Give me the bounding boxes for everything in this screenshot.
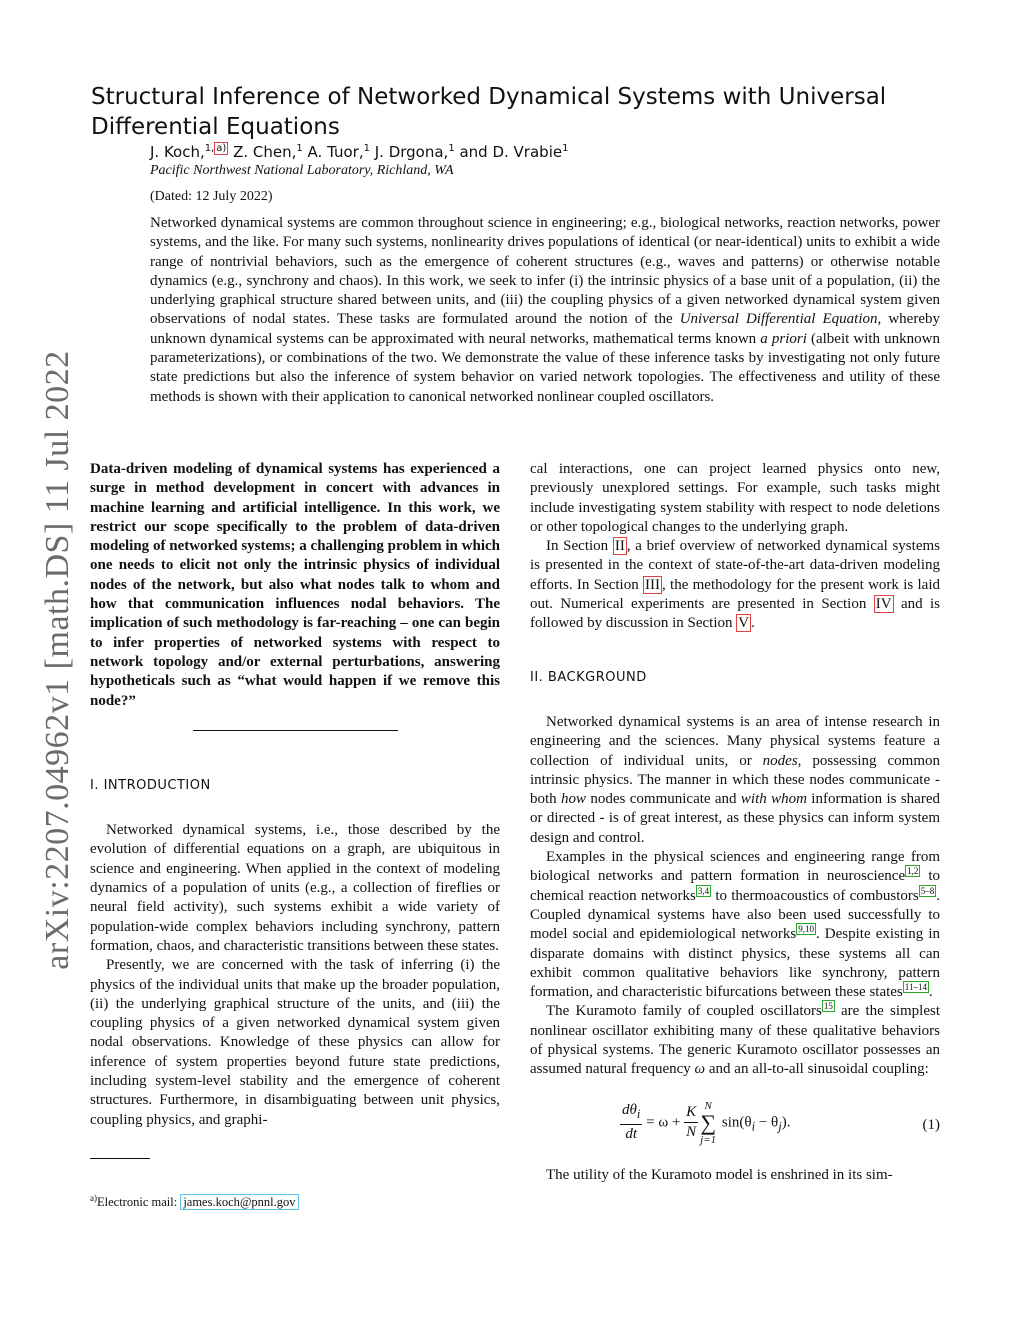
equation-body: $\frac{d\theta_i}{dt}$ = ω + $\frac{K}{N}$ N ∑ j=1 $\sin(\theta_i - \theta_j)$. <box>622 1099 791 1146</box>
section-link-ii[interactable]: II <box>614 538 625 555</box>
body-paragraph: cal interactions, one can project learned physics onto new, previously unexplored settings. For example, such tasks might include investigating system stability with respect to node deletions or other topological changes to the underlying graph. <box>530 461 940 535</box>
footnote: $^{a)}$Electronic mail: james.koch@pnnl.gov <box>90 1189 500 1212</box>
author: J. Koch, <box>150 143 205 161</box>
section-link-iii[interactable]: III <box>644 576 660 593</box>
author-footnote-link[interactable]: a) <box>216 143 227 154</box>
body-paragraph: Networked dynamical systems is an area of intense research in engineering and the sciences. Many physical systems feature a collection of individual units, or nodes, possessing common intrinsic physics. The manner in which these nodes communicate - both how nodes communicate and with whom information is shared or directed - is of great interest, as these physics can inform system design and control. <box>530 713 941 846</box>
email-link[interactable]: james.koch@pnnl.gov <box>180 1194 298 1210</box>
citation-link[interactable]: 1,2 <box>907 866 919 877</box>
author: Z. Chen, <box>228 143 297 161</box>
paper-title: Structural Inference of Networked Dynamical Systems with Universal Differential Equations <box>91 84 887 140</box>
body-paragraph: Examples in the physical sciences and engineering range from biological networks and pattern formation in neuroscience $^{1,2}$ to chemical reaction networks $^{3,4}$ to thermoacoustics of combustors $^{5-8}$ . Coupled dynamical systems have also been used successfully to model social and epidemiological networks $^{9,10}$ . Despite existing in disparate domains with distinct physics, these systems all can exhibit common qualitative behaviors like synchrony, pattern formation, and characteristic bifurcations between these states $^{11-14}$ . <box>530 849 940 1001</box>
author: and D. Vrabie <box>454 143 563 161</box>
derivative-fraction: $\frac{d\theta_i}{dt}$ <box>622 1101 641 1143</box>
citation-link[interactable]: 3,4 <box>697 885 710 896</box>
section-heading-introduction: I. INTRODUCTION <box>90 777 211 793</box>
abstract: Networked dynamical systems are common throughout science in engineering; e.g., biological networks, reaction networks, power systems, and the like. For many such systems, nonlinearity drives populations of identical (or near-identical) units to exhibit a wide range of nontrivial behaviors, such as the emergence of coherent structures (e.g., waves and patterns) or otherwise notable dynamics (e.g., synchrony and chaos). In this work, we seek to infer (i) the intrinsic physics of a base unit of a population, (ii) the underlying graphical structure shared between units, and (iii) the coupling physics of a given networked dynamical system given observations of nodal states. These tasks are formulated around the notion of the Universal Differential Equation, whereby unknown dynamical systems can be approximated with neural networks, mathematical terms known a priori (albeit with unknown parameterizations), or combinations of the two. We demonstrate the value of these inference tasks by investigating not only future state predictions but also the inference of system behavior on varied network topologies. The effectiveness and utility of these methods is shown with their application to canonical networked nonlinear coupled oscillators. <box>150 215 940 405</box>
author: J. Drgona, <box>369 143 449 161</box>
citation-link[interactable]: 11–14 <box>904 982 927 993</box>
body-paragraph: In Section II , a brief overview of networked dynamical systems is presented in the context of state-of-the-art data-driven modeling efforts. In Section III , the methodology for the present work is laid out. Numerical experiments are presented in Section IV and is followed by discussion in Section V . <box>530 538 940 632</box>
section-link-iv[interactable]: IV <box>875 596 892 613</box>
date-line: (Dated: 12 July 2022) <box>150 189 273 204</box>
author-list: J. Koch,$^{1,}$ $^{a)}$ Z. Chen,$^1$ A. Tuor,$^1$ J. Drgona,$^1$ and D. Vrabie$^1$ <box>150 143 569 161</box>
section-link-v[interactable]: V <box>738 615 750 632</box>
affiliation: Pacific Northwest National Laboratory, Richland, WA <box>150 163 454 178</box>
footnote-divider <box>90 1158 150 1159</box>
intro-paragraph: Networked dynamical systems, i.e., those described by the evolution of differential equations on a graph, are ubiquitous in science and engineering. When applied in the context of modeling dynamics of a population of units (e.g., a collection of fireflies or neural field activity), such systems exhibit a wide variety of population-wide complex behaviors including synchrony, pattern formation, chaos, and characteristic transitions between these states. <box>90 822 500 954</box>
left-column <box>90 460 500 1212</box>
body-paragraph: The Kuramoto family of coupled oscillators $^{15}$ are the simplest nonlinear oscillator exhibiting many of these qualitative behaviors of physical systems. The generic Kuramoto oscillator possesses an assumed natural frequency ω and an all-to-all sinusoidal coupling: <box>530 1001 940 1078</box>
body-paragraph: The utility of the Kuramoto model is enshrined in its sim- <box>546 1166 893 1183</box>
citation-link[interactable]: 15 <box>823 1001 833 1012</box>
summation-symbol: N ∑ j=1 <box>700 1099 717 1146</box>
section-heading-background: II. BACKGROUND <box>530 669 647 685</box>
kuramoto-equation <box>530 1094 940 1156</box>
lead-divider <box>193 730 398 731</box>
equation-number: (1) <box>922 1116 940 1133</box>
citation-link[interactable]: 5–8 <box>920 885 935 896</box>
right-column <box>530 460 940 1185</box>
coupling-fraction: $\frac{K}{N}$ <box>686 1103 697 1141</box>
citation-link[interactable]: 9,10 <box>798 924 814 935</box>
intro-paragraph: Presently, we are concerned with the task of inferring (i) the physics of the individual units that make up the broader population, (ii) the underlying graphical structure of the units, and (iii) the coupling physics of a given networked dynamical system given nodal observations. Knowledge of these physics can allow for inference of system properties beyond future state predictions, including system-level stability and the emergence of coherent structures. Furthermore, in disambiguating between unit physics, coupling physics, and graphi- <box>90 957 500 1128</box>
lead-paragraph: Data-driven modeling of dynamical systems has experienced a surge in method development in concert with advances in machine learning and artificial intelligence. In this work, we restrict our scope specifically to the problem of data-driven modeling of networked systems; a challenging problem in which one needs to elicit not only the intrinsic physics of individual nodes of the network, but also what nodes talk to whom and how that communication influences nodal behaviors. The implication of such methodology is far-reaching – one can begin to infer properties of networked systems with respect to network topology and/or external perturbations, answering hypotheticals such as “what would happen if we remove this node?” <box>90 461 500 709</box>
author: A. Tuor, <box>302 143 364 161</box>
arxiv-identifier: arXiv:2207.04962v1 [math.DS] 11 Jul 2022 <box>39 350 76 970</box>
